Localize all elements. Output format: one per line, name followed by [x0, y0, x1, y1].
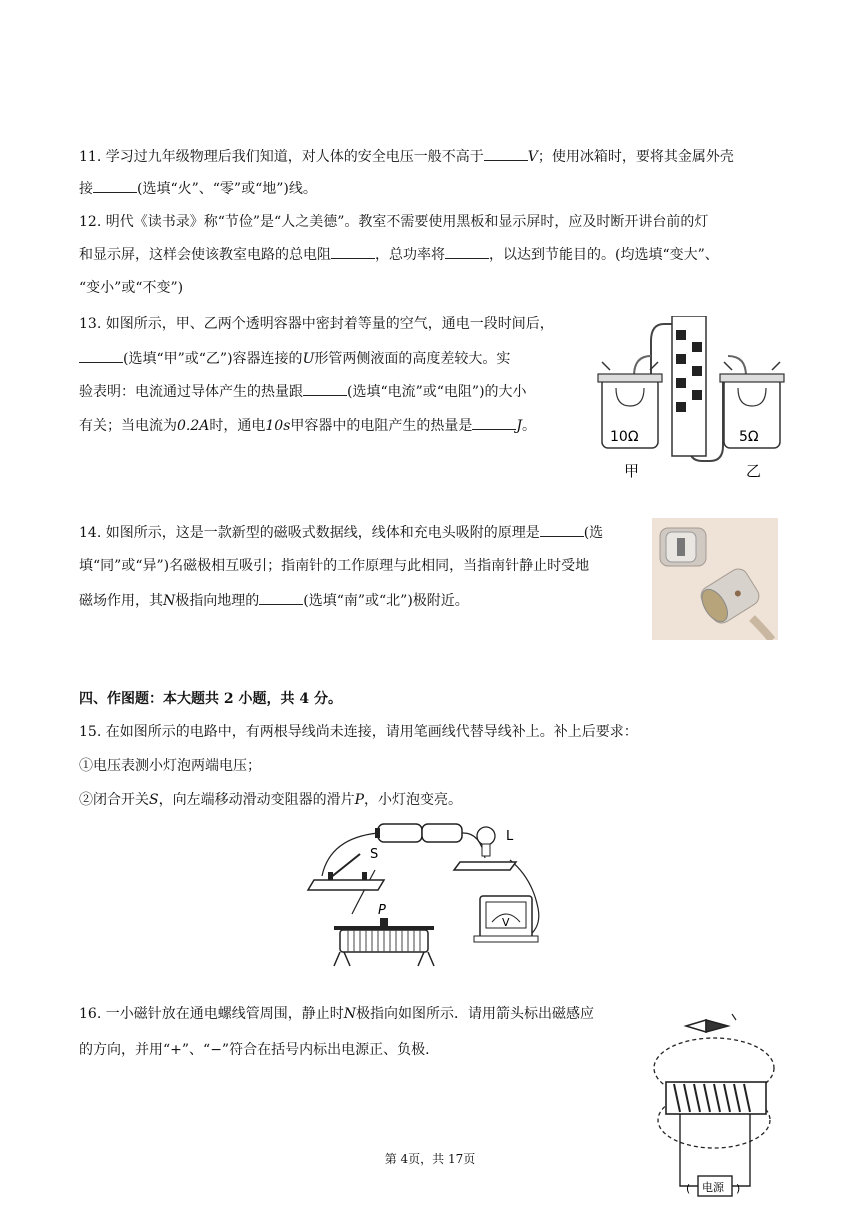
solenoid-figure — [646, 1008, 780, 1208]
resistor-right-label: 5Ω — [739, 429, 759, 445]
n-pole-symbol: N — [163, 593, 176, 609]
bracket-left: ( — [686, 1182, 691, 1195]
q13-text: 时，通电 — [209, 418, 266, 434]
q12-text: ，总功率将 — [375, 247, 445, 263]
q13-text: 甲容器中的电阻产生的热量是 — [290, 418, 473, 434]
voltmeter-label: V — [502, 916, 510, 929]
q13-text: 验表明：电流通过导体产生的热量跟 — [79, 384, 303, 400]
bracket-right: ) — [736, 1182, 741, 1195]
slider-symbol: P — [354, 792, 365, 808]
answer-blank[interactable] — [303, 381, 347, 396]
q15-req1 — [79, 756, 261, 776]
q14-text: 磁场作用，其 — [79, 593, 163, 609]
current-value: 0.2A — [177, 418, 210, 434]
q12-line3 — [79, 278, 183, 298]
power-supply-label: 电源 — [702, 1181, 724, 1194]
q15-text: 电压表测小灯泡两端电压； — [93, 758, 261, 774]
switch-symbol: S — [149, 792, 159, 808]
q14-text: 极指向地理的 — [175, 593, 260, 609]
q15-text: 闭合开关 — [93, 792, 149, 808]
q11-text: 接 — [79, 181, 93, 197]
q14-line3 — [79, 590, 469, 611]
q14-text: (选 — [583, 525, 604, 541]
answer-blank[interactable] — [484, 146, 528, 161]
q13-text: 形管两侧液面的高度差较大。实 — [314, 351, 511, 367]
answer-blank[interactable] — [540, 522, 584, 537]
answer-blank[interactable] — [472, 415, 516, 430]
q14-line2 — [79, 556, 589, 576]
q16-text: 极指向如图所示．请用箭头标出磁感应 — [355, 1006, 594, 1022]
q11-line1 — [79, 146, 734, 167]
q14-line1 — [79, 522, 603, 543]
q13-text: 有关；当电流为 — [79, 418, 177, 434]
switch-label: S — [370, 847, 379, 862]
u-symbol: U — [302, 351, 315, 367]
q13-line2 — [79, 348, 510, 369]
q12-line2 — [79, 244, 719, 265]
answer-blank[interactable] — [259, 590, 303, 605]
q11-text: (选填“火”、“零”或“地”)线。 — [137, 181, 317, 197]
container-right-label: 乙 — [746, 462, 762, 480]
circled-one: ① — [79, 758, 93, 774]
page-footer: 第 4页，共 17页 — [384, 1152, 476, 1166]
slider-label: P — [378, 903, 386, 918]
circled-two: ② — [79, 792, 93, 808]
lamp-label: L — [506, 829, 514, 844]
answer-blank[interactable] — [93, 178, 137, 193]
magnetic-cable-photo — [652, 518, 778, 640]
q11-number: 11. — [79, 149, 102, 165]
q13-line3 — [79, 381, 527, 402]
q12-text: 和显示屏，这样会使该教室电路的总电阻 — [79, 247, 331, 263]
q12-text: 明代《读书录》称“节俭”是“人之美德”。教室不需要使用黑板和显示屏时，应及时断开讲台前的灯 — [105, 214, 709, 230]
unit-j: J — [516, 418, 522, 434]
q12-line1 — [79, 212, 708, 232]
resistor-left-label: 10Ω — [610, 429, 639, 445]
answer-blank[interactable] — [331, 244, 375, 259]
q11-line2 — [79, 178, 317, 199]
q13-text: 如图所示，甲、乙两个透明容器中密封着等量的空气，通电一段时间后， — [105, 316, 554, 332]
joule-heating-figure — [596, 316, 786, 486]
q12-text: “变小”或“不变”) — [79, 280, 184, 296]
section-heading: 四、作图题：本大题共 2 小题，共 4 分。 — [79, 691, 342, 707]
n-pole-symbol: N — [343, 1006, 356, 1022]
q14-text: 填“同”或“异”)名磁极相互吸引；指南针的工作原理与此相同，当指南针静止时受地 — [79, 558, 590, 574]
q14-text: 如图所示，这是一款新型的磁吸式数据线，线体和充电头吸附的原理是 — [105, 525, 540, 541]
answer-blank[interactable] — [445, 244, 489, 259]
q15-text: 在如图所示的电路中，有两根导线尚未连接，请用笔画线代替导线补上。补上后要求： — [105, 724, 638, 740]
q12-text: ，以达到节能目的。(均选填“变大”、 — [489, 247, 719, 263]
q16-line2 — [79, 1040, 430, 1060]
q15-text: ，小灯泡变亮。 — [364, 792, 463, 808]
q16-text: 的方向，并用“+”、“−”符合在括号内标出电源正、负极. — [79, 1042, 430, 1058]
q16-text: 一小磁针放在通电螺线管周围，静止时 — [105, 1006, 344, 1022]
q15-number: 15. — [79, 724, 102, 740]
answer-blank[interactable] — [79, 348, 123, 363]
q13-text: (选填“甲”或“乙”)容器连接的 — [123, 351, 303, 367]
q14-number: 14. — [79, 525, 102, 541]
q16-line1 — [79, 1004, 594, 1024]
q15-text: ，向左端移动滑动变阻器的滑片 — [158, 792, 355, 808]
q15-req2 — [79, 790, 462, 810]
circuit-figure — [300, 818, 550, 974]
unit-v: V — [527, 149, 538, 165]
q11-text: ；使用冰箱时，要将其金属外壳 — [537, 149, 734, 165]
time-value: 10s — [265, 418, 291, 434]
q13-line4 — [79, 415, 536, 436]
q13-text: 。 — [522, 418, 536, 434]
q11-text: 学习过九年级物理后我们知道，对人体的安全电压一般不高于 — [105, 149, 484, 165]
q15-line1 — [79, 722, 638, 742]
q14-text: (选填“南”或“北”)极附近。 — [303, 593, 469, 609]
container-left-label: 甲 — [624, 462, 640, 480]
q13-number: 13. — [79, 316, 102, 332]
q13-text: (选填“电流”或“电阻”)的大小 — [347, 384, 527, 400]
q12-number: 12. — [79, 214, 102, 230]
q16-number: 16. — [79, 1006, 102, 1022]
q13-line1 — [79, 314, 554, 334]
